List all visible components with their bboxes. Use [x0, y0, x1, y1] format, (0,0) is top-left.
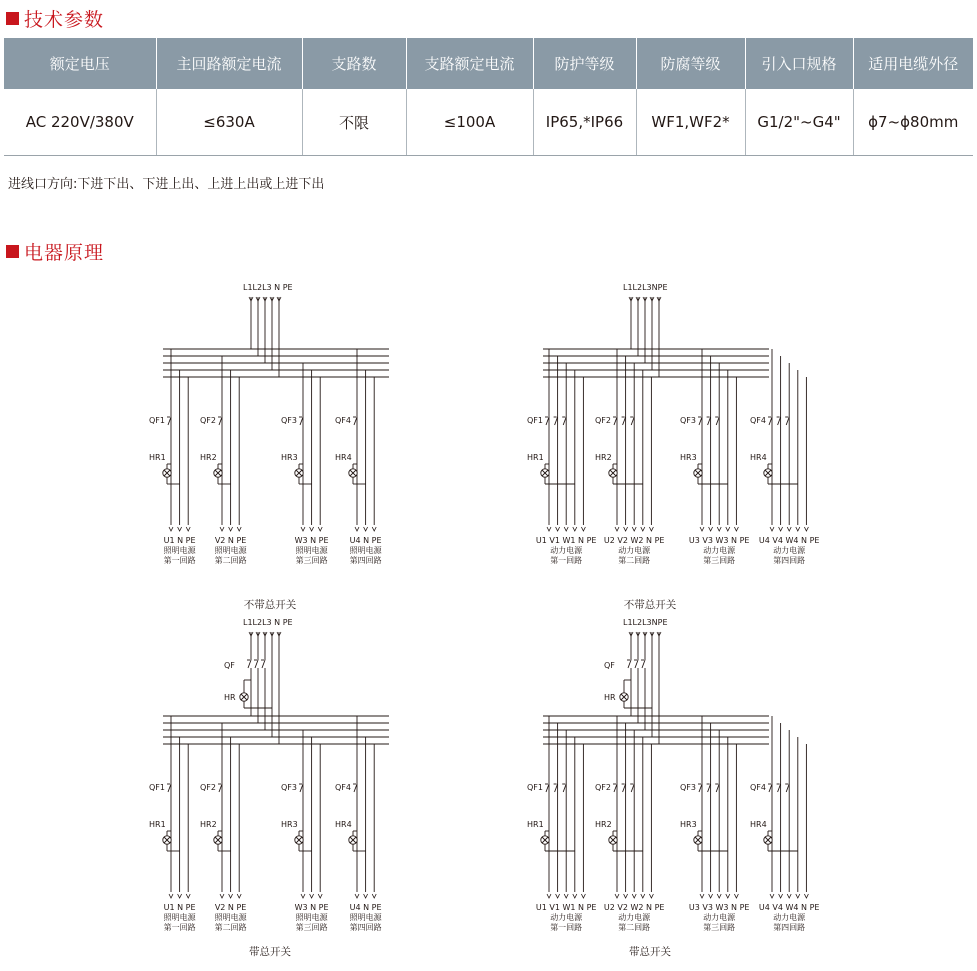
- spec-value-cell: ϕ7~ϕ80mm: [853, 89, 973, 156]
- terminal-label: U1 N PE: [163, 903, 196, 912]
- terminal-arrow: [581, 894, 585, 898]
- terminal-arrow: [169, 527, 173, 531]
- branch-switch-label: QF4: [750, 416, 766, 425]
- circuit-type-label: 动力电源: [703, 913, 736, 922]
- terminal-arrow: [186, 527, 190, 531]
- terminal-arrow: [700, 527, 704, 531]
- terminal-arrow: [709, 527, 713, 531]
- branch-switch-label: QF1: [527, 416, 543, 425]
- branch-lamp-label: HR1: [149, 453, 166, 462]
- circuit-name-label: 第四回路: [349, 556, 382, 565]
- terminal-label: U2 V2 W2 N PE: [603, 536, 665, 545]
- bus-label: L1L2L3NPE: [623, 283, 668, 292]
- spec-header-cell: 引入口规格: [745, 38, 853, 89]
- terminal-arrow: [237, 894, 241, 898]
- spec-header-cell: 主回路额定电流: [156, 38, 302, 89]
- terminal-arrow: [573, 527, 577, 531]
- circuit-name-label: 第三回路: [295, 556, 328, 565]
- switch-blade: [642, 660, 645, 668]
- spec-header-cell: 支路数: [302, 38, 406, 89]
- terminal-arrow: [717, 894, 721, 898]
- branch-lamp-label: HR1: [149, 820, 166, 829]
- terminal-arrow: [364, 894, 368, 898]
- branch-switch-label: QF1: [527, 783, 543, 792]
- terminal-arrow: [573, 894, 577, 898]
- branch-lamp-label: HR3: [680, 820, 697, 829]
- terminal-arrow: [318, 527, 322, 531]
- switch-blade: [628, 660, 631, 668]
- diagram-caption: 不带总开关: [243, 599, 297, 611]
- branch-lamp-label: HR4: [335, 820, 352, 829]
- circuit-name-label: 第四回路: [773, 556, 806, 565]
- bus-label: L1L2L3 N PE: [243, 618, 293, 627]
- circuit-type-label: 照明电源: [214, 546, 247, 555]
- terminal-arrow: [787, 894, 791, 898]
- circuit-name-label: 第二回路: [618, 556, 651, 565]
- terminal-arrow: [547, 894, 551, 898]
- terminal-arrow: [734, 894, 738, 898]
- spec-value-cell: ≤100A: [406, 89, 533, 156]
- terminal-arrow: [641, 894, 645, 898]
- circuit-type-label: 动力电源: [773, 913, 806, 922]
- branch-switch-label: QF3: [281, 783, 297, 792]
- terminal-arrow: [641, 527, 645, 531]
- terminal-label: U4 V4 W4 N PE: [758, 536, 820, 545]
- terminal-arrow: [726, 894, 730, 898]
- terminal-arrow: [237, 527, 241, 531]
- inlet-direction-note: 进线口方向:下进下出、下进上出、上进上出或上进下出: [8, 177, 325, 192]
- terminal-arrow: [717, 527, 721, 531]
- circuit-name-label: 第二回路: [618, 923, 651, 932]
- terminal-arrow: [310, 894, 314, 898]
- spec-header-cell: 防腐等级: [636, 38, 745, 89]
- terminal-arrow: [186, 894, 190, 898]
- terminal-arrow: [355, 894, 359, 898]
- terminal-arrow: [624, 527, 628, 531]
- terminal-arrow: [649, 527, 653, 531]
- terminal-arrow: [581, 527, 585, 531]
- switch-blade: [255, 660, 258, 668]
- branch-switch-label: QF1: [149, 416, 165, 425]
- terminal-arrow: [796, 527, 800, 531]
- terminal-arrow: [318, 894, 322, 898]
- terminal-arrow: [649, 894, 653, 898]
- circuit-name-label: 第一回路: [550, 923, 583, 932]
- terminal-arrow: [700, 894, 704, 898]
- bus-label: L1L2L3NPE: [623, 618, 668, 627]
- terminal-arrow: [556, 894, 560, 898]
- circuit-name-label: 第二回路: [214, 556, 247, 565]
- wiring-diagram: [149, 618, 389, 958]
- terminal-arrow: [169, 894, 173, 898]
- spec-value-cell: ≤630A: [156, 89, 302, 156]
- circuit-type-label: 动力电源: [773, 546, 806, 555]
- wiring-diagram: [527, 283, 819, 611]
- wiring-diagram: [149, 283, 389, 611]
- terminal-label: U2 V2 W2 N PE: [603, 903, 665, 912]
- terminal-arrow: [301, 894, 305, 898]
- spec-value-cell: IP65,*IP66: [533, 89, 636, 156]
- terminal-arrow: [372, 527, 376, 531]
- terminal-arrow: [556, 527, 560, 531]
- terminal-label: U1 V1 W1 N PE: [535, 536, 597, 545]
- switch-blade: [262, 660, 265, 668]
- main-switch-label: QF: [224, 661, 235, 670]
- terminal-arrow: [564, 527, 568, 531]
- terminal-label: V2 N PE: [214, 903, 247, 912]
- terminal-label: U3 V3 W3 N PE: [688, 903, 750, 912]
- terminal-arrow: [372, 894, 376, 898]
- terminal-arrow: [779, 894, 783, 898]
- terminal-arrow: [804, 527, 808, 531]
- terminal-arrow: [624, 894, 628, 898]
- branch-lamp-label: HR1: [527, 820, 544, 829]
- terminal-arrow: [178, 527, 182, 531]
- circuit-type-label: 照明电源: [349, 913, 382, 922]
- terminal-arrow: [796, 894, 800, 898]
- circuit-type-label: 动力电源: [618, 546, 651, 555]
- branch-lamp-label: HR4: [750, 820, 767, 829]
- branch-lamp-label: HR4: [335, 453, 352, 462]
- branch-switch-label: QF3: [680, 416, 696, 425]
- circuit-type-label: 照明电源: [295, 546, 328, 555]
- terminal-arrow: [770, 527, 774, 531]
- circuit-name-label: 第一回路: [163, 556, 196, 565]
- main-switch-label: QF: [604, 661, 615, 670]
- spec-header-cell: 支路额定电流: [406, 38, 533, 89]
- spec-header-cell: 额定电压: [4, 38, 156, 89]
- terminal-arrow: [734, 527, 738, 531]
- switch-blade: [635, 660, 638, 668]
- circuit-name-label: 第四回路: [349, 923, 382, 932]
- circuit-type-label: 照明电源: [214, 913, 247, 922]
- circuit-name-label: 第三回路: [703, 923, 736, 932]
- terminal-label: U4 N PE: [349, 536, 382, 545]
- branch-switch-label: QF1: [149, 783, 165, 792]
- terminal-arrow: [632, 894, 636, 898]
- circuit-name-label: 第三回路: [295, 923, 328, 932]
- terminal-arrow: [615, 894, 619, 898]
- terminal-label: U4 N PE: [349, 903, 382, 912]
- terminal-arrow: [726, 527, 730, 531]
- circuit-type-label: 动力电源: [550, 913, 583, 922]
- branch-switch-label: QF3: [281, 416, 297, 425]
- terminal-arrow: [564, 894, 568, 898]
- terminal-label: U1 V1 W1 N PE: [535, 903, 597, 912]
- terminal-arrow: [229, 894, 233, 898]
- circuit-type-label: 动力电源: [703, 546, 736, 555]
- branch-switch-label: QF2: [595, 416, 611, 425]
- terminal-label: V2 N PE: [214, 536, 247, 545]
- terminal-arrow: [615, 527, 619, 531]
- terminal-label: U4 V4 W4 N PE: [758, 903, 820, 912]
- spec-header-cell: 防护等级: [533, 38, 636, 89]
- terminal-arrow: [779, 527, 783, 531]
- diagram-caption: 不带总开关: [623, 599, 677, 611]
- terminal-label: U1 N PE: [163, 536, 196, 545]
- terminal-label: W3 N PE: [294, 536, 329, 545]
- diagram-title-text: 电器原理: [24, 242, 105, 264]
- spec-value-cell: WF1,WF2*: [636, 89, 745, 156]
- circuit-name-label: 第一回路: [550, 556, 583, 565]
- circuit-type-label: 动力电源: [618, 913, 651, 922]
- branch-lamp-label: HR3: [680, 453, 697, 462]
- branch-lamp-label: HR3: [281, 820, 298, 829]
- circuit-type-label: 动力电源: [550, 546, 583, 555]
- terminal-arrow: [770, 894, 774, 898]
- circuit-type-label: 照明电源: [163, 913, 196, 922]
- main-lamp-label: HR: [224, 693, 236, 702]
- terminal-arrow: [364, 527, 368, 531]
- diagram-caption: 带总开关: [629, 946, 671, 958]
- branch-switch-label: QF4: [335, 783, 351, 792]
- branch-switch-label: QF3: [680, 783, 696, 792]
- branch-lamp-label: HR2: [200, 820, 217, 829]
- wiring-diagram: [527, 618, 819, 958]
- branch-lamp-label: HR4: [750, 453, 767, 462]
- spec-header-cell: 适用电缆外径: [853, 38, 973, 89]
- branch-lamp-label: HR2: [200, 453, 217, 462]
- terminal-arrow: [178, 894, 182, 898]
- branch-switch-label: QF2: [200, 783, 216, 792]
- switch-blade: [248, 660, 251, 668]
- terminal-arrow: [632, 527, 636, 531]
- terminal-label: W3 N PE: [294, 903, 329, 912]
- circuit-name-label: 第二回路: [214, 923, 247, 932]
- circuit-name-label: 第四回路: [773, 923, 806, 932]
- spec-value-cell: G1/2"~G4": [745, 89, 853, 156]
- branch-lamp-label: HR2: [595, 820, 612, 829]
- circuit-type-label: 照明电源: [295, 913, 328, 922]
- circuit-type-label: 照明电源: [349, 546, 382, 555]
- terminal-arrow: [220, 527, 224, 531]
- branch-switch-label: QF4: [750, 783, 766, 792]
- terminal-arrow: [787, 527, 791, 531]
- branch-switch-label: QF2: [200, 416, 216, 425]
- terminal-label: U3 V3 W3 N PE: [688, 536, 750, 545]
- branch-lamp-label: HR1: [527, 453, 544, 462]
- terminal-arrow: [220, 894, 224, 898]
- bus-label: L1L2L3 N PE: [243, 283, 293, 292]
- spec-value-cell: 不限: [302, 89, 406, 156]
- terminal-arrow: [355, 527, 359, 531]
- terminal-arrow: [301, 527, 305, 531]
- terminal-arrow: [804, 894, 808, 898]
- circuit-type-label: 照明电源: [163, 546, 196, 555]
- branch-lamp-label: HR3: [281, 453, 298, 462]
- spec-title-text: 技术参数: [24, 9, 105, 31]
- terminal-arrow: [310, 527, 314, 531]
- branch-switch-label: QF4: [335, 416, 351, 425]
- main-lamp-label: HR: [604, 693, 616, 702]
- circuit-name-label: 第三回路: [703, 556, 736, 565]
- branch-lamp-label: HR2: [595, 453, 612, 462]
- branch-switch-label: QF2: [595, 783, 611, 792]
- diagram-caption: 带总开关: [249, 946, 291, 958]
- circuit-name-label: 第一回路: [163, 923, 196, 932]
- spec-value-cell: AC 220V/380V: [4, 89, 156, 156]
- terminal-arrow: [547, 527, 551, 531]
- terminal-arrow: [709, 894, 713, 898]
- terminal-arrow: [229, 527, 233, 531]
